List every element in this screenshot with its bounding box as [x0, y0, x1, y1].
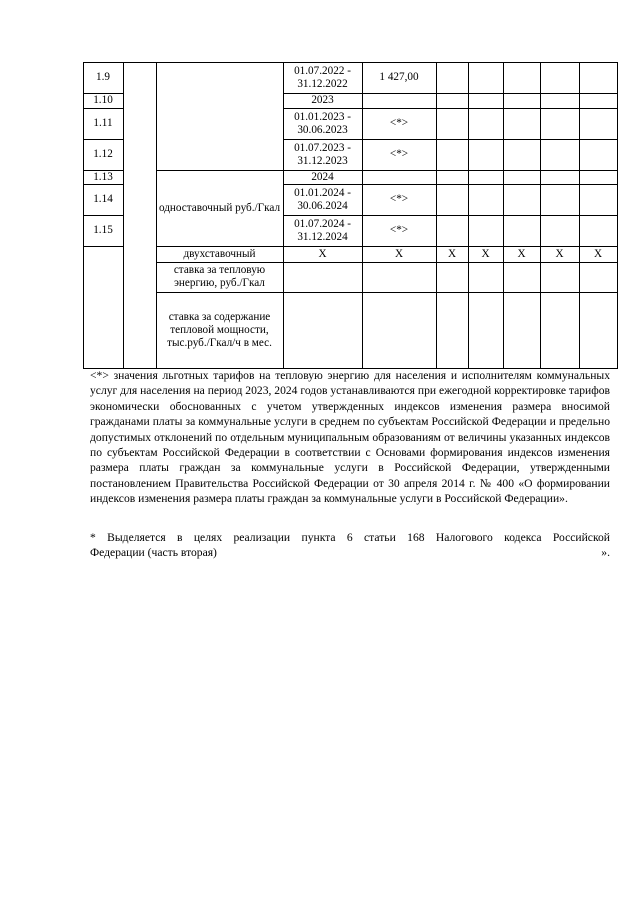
tariff-value-cell: [362, 62, 436, 93]
not-applicable-mark-text: X: [318, 247, 327, 260]
period-cell: [283, 108, 362, 139]
period-cell-text: 2023: [311, 94, 334, 106]
row-number: [83, 184, 123, 215]
row-number-text: 1.13: [93, 170, 113, 183]
tariff-value-cell-text: <*>: [389, 148, 409, 160]
tariff-table: [0, 0, 640, 370]
period-cell-text: 01.07.2022 - 31.12.2022: [294, 64, 351, 90]
period-cell: [283, 139, 362, 170]
tariff-value-cell-text: 1 427,00: [379, 71, 419, 83]
single-rate-label: [156, 170, 283, 246]
not-applicable-mark-text: X: [593, 247, 603, 260]
not-applicable-mark: [283, 246, 362, 262]
period-cell-text: 01.01.2024 - 30.06.2024: [294, 186, 351, 212]
not-applicable-mark: [436, 246, 468, 262]
period-cell: [283, 170, 362, 184]
two-rate-label-text: двухставочный: [183, 247, 256, 260]
row-number-text: 1.10: [93, 94, 113, 106]
row-number: [83, 170, 123, 184]
tariff-value-cell: [362, 93, 436, 108]
tariff-value-cell: [362, 108, 436, 139]
row-number: [83, 108, 123, 139]
energy-rate-label-text: ставка за тепловую энергию, руб./Гкал: [173, 264, 266, 289]
tariff-value-cell-text: <*>: [389, 117, 409, 129]
row-number: [83, 93, 123, 108]
row-number-text: 1.11: [93, 117, 113, 129]
column-border: [579, 62, 580, 369]
not-applicable-mark: [362, 246, 436, 262]
tariff-value-cell: [362, 184, 436, 215]
row-border: [283, 262, 618, 263]
not-applicable-mark: [540, 246, 579, 262]
not-applicable-mark-text: X: [447, 247, 457, 260]
not-applicable-mark: [503, 246, 540, 262]
row-border: [83, 246, 124, 247]
footnote-tariff-indexes: [90, 368, 610, 507]
footnote-tax-code-tail: Федерации (часть вторая): [90, 546, 217, 560]
period-cell: [283, 184, 362, 215]
not-applicable-mark: [468, 246, 503, 262]
tariff-value-cell-text: <*>: [389, 193, 409, 205]
footnote-tax-code-line1: * Выделяется в целях реализации пункта 6 статьи 168 Налогового кодекса Российской: [90, 531, 610, 544]
capacity-rate-label-text: ставка за содержание тепловой мощности, тыс.руб./Гкал/ч в мес.: [167, 310, 272, 349]
not-applicable-mark-text: X: [517, 247, 526, 260]
column-border: [436, 62, 437, 369]
row-number: [83, 215, 123, 246]
period-cell: [283, 93, 362, 108]
column-border: [123, 62, 124, 369]
two-rate-label: [156, 246, 283, 262]
tariff-value-cell-text: <*>: [389, 224, 409, 236]
footnote-tariff-indexes-text: <*> значения льготных тарифов на тепловую энергию для населения и исполнителям коммунальных услуг для населения на период 2023, 2024 годов устанавливаются при ежегодной корректировке тарифов экономически обоснованных с учетом утвержденных индексов изменения размера вносимой гражданами платы за коммунальные услуги в среднем по субъектам Российской Федерации и предельно допустимых отклонений по отдельным муниципальным образованиям от величины указанных индексов по субъектам Российской Федерации в соответствии с Основами формирования индексов изменения размера платы граждан за коммунальные услуги в Российской Федерации, утвержденными постановлением Правительства Российской Федерации от 30 апреля 2014 г. № 400 «О формировании индексов изменения размера платы граждан за коммунальные услуги в Российской Федерации».: [90, 369, 611, 506]
not-applicable-mark: [579, 246, 617, 262]
not-applicable-mark-text: X: [555, 247, 564, 260]
tariff-value-cell: [362, 170, 436, 184]
single-rate-label-text: одноставочный руб./Гкал: [158, 201, 281, 214]
footnote-tax-code-line2: [90, 545, 610, 560]
row-number-text: 1.9: [96, 71, 110, 83]
closing-quote: ».: [601, 546, 610, 560]
not-applicable-mark-text: X: [394, 247, 404, 260]
column-border: [503, 62, 504, 369]
row-number-text: 1.14: [93, 193, 113, 205]
column-border: [540, 62, 541, 369]
period-cell-text: 01.01.2023 - 30.06.2023: [294, 110, 351, 136]
footnote-tax-code: [90, 530, 610, 561]
row-number: [83, 139, 123, 170]
row-number-text: 1.15: [93, 224, 113, 236]
period-cell-text: 01.07.2024 - 31.12.2024: [294, 217, 351, 243]
period-cell: [283, 215, 362, 246]
tariff-value-cell: [362, 215, 436, 246]
energy-rate-label: [156, 262, 283, 292]
tariff-value-cell: [362, 139, 436, 170]
not-applicable-mark-text: X: [481, 247, 490, 260]
period-cell: [283, 62, 362, 93]
row-number: [83, 62, 123, 93]
row-border: [283, 292, 618, 293]
capacity-rate-label: [156, 292, 283, 368]
row-number-text: 1.12: [93, 148, 113, 160]
column-border: [468, 62, 469, 369]
period-cell-text: 2024: [311, 170, 334, 183]
period-cell-text: 01.07.2023 - 31.12.2023: [294, 141, 351, 167]
